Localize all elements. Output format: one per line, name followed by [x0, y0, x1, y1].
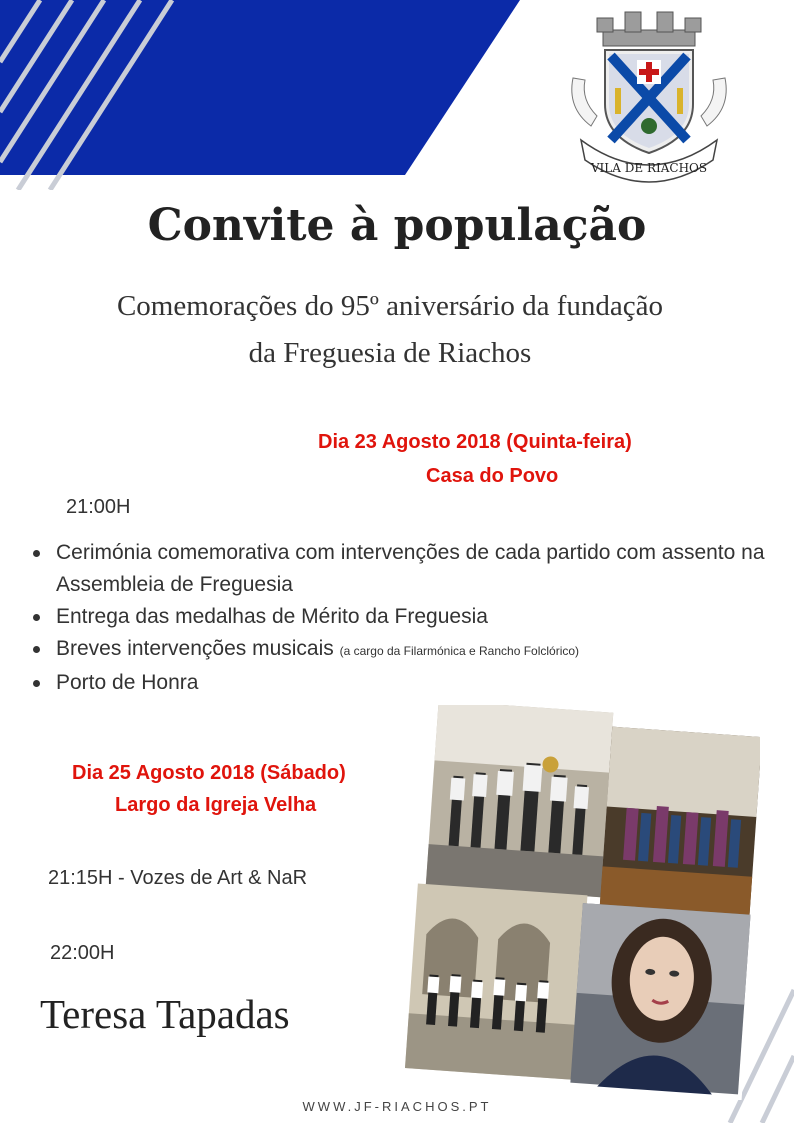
day1-event-list	[30, 537, 770, 699]
list-item	[30, 633, 770, 667]
event-text: Entrega das medalhas de Mérito da Freguesia	[56, 605, 488, 628]
day2-date: Dia 25 Agosto 2018 (Sábado)	[72, 762, 346, 784]
list-item	[30, 601, 770, 633]
musicians-photo	[405, 884, 587, 1080]
event-text: Breves intervenções musicais	[56, 637, 334, 660]
day1-date: Dia 23 Agosto 2018 (Quinta-feira)	[318, 431, 632, 453]
day2-time-1: 21:15H - Vozes de Art & NaR	[48, 867, 308, 889]
event-text: Cerimónia comemorativa com intervenções de cada partido com assento na Assembleia de Freguesia	[56, 541, 765, 596]
day1-time: 21:00H	[66, 496, 131, 518]
list-item	[30, 667, 770, 699]
event-note: (a cargo da Filarmónica e Rancho Folclórico)	[339, 644, 580, 658]
list-item	[30, 537, 770, 601]
event-text: Porto de Honra	[56, 671, 199, 694]
coat-of-arms-logo	[565, 8, 733, 188]
subtitle-line-2: da Freguesia de Riachos	[248, 337, 532, 369]
singer-portrait-photo	[570, 903, 750, 1096]
header-banner	[0, 0, 540, 190]
day2-time-2: 22:00H	[50, 942, 115, 964]
day1-venue: Casa do Povo	[426, 465, 559, 487]
day2-venue: Largo da Igreja Velha	[115, 794, 317, 816]
crest-scroll-text: VILA DE RIACHOS	[590, 161, 708, 175]
photo-collage	[405, 705, 760, 1100]
page-title: Convite à população	[147, 200, 647, 251]
subtitle-line-1: Comemorações do 95º aniversário da fundação	[116, 290, 664, 322]
artist-name: Teresa Tapadas	[40, 991, 290, 1037]
website-link[interactable]: WWW.JF-RIACHOS.PT	[302, 1099, 492, 1114]
folk-dance-photo	[600, 727, 760, 917]
band-photo	[426, 705, 613, 897]
